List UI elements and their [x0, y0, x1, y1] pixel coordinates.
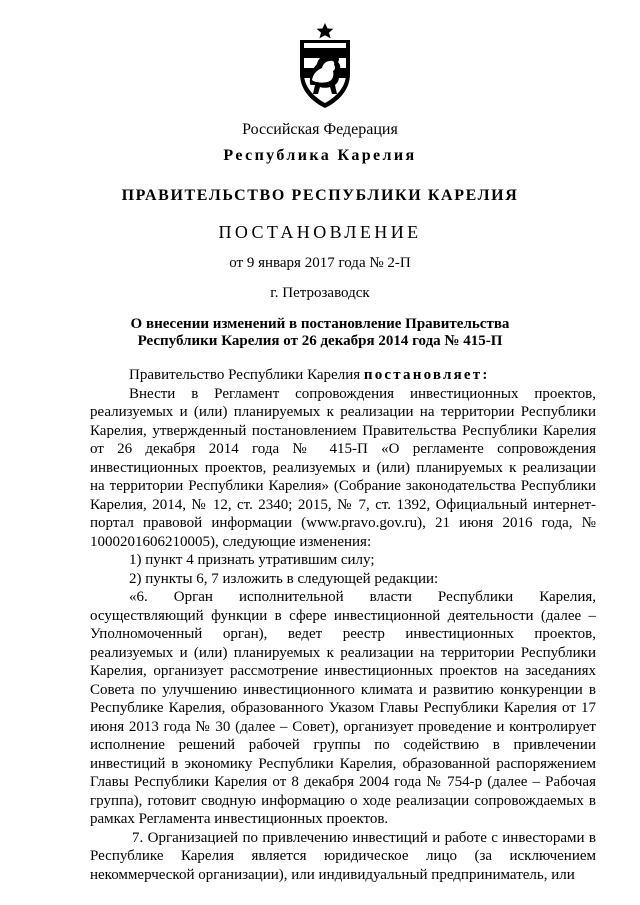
republic-name: Республика Карелия: [223, 147, 417, 164]
document-subject: [0, 316, 640, 350]
intro-prefix: Правительство Республики Карелия: [129, 367, 361, 383]
intro-action: постановляет:: [363, 367, 490, 383]
subject-line-2: Республики Карелия от 26 декабря 2014 года № 415-П: [137, 333, 503, 349]
intro-paragraph: [90, 366, 596, 385]
paragraph-amendments: Внести в Регламент сопровождения инвестиционных проектов, реализуемых и (или) планируемых к реализации на территории Республики Карелия, утвержденный постановлением Правительства Республики Карелия от 26 декабря 2014 года № 415-П «О регламенте сопровождения инвестиционных проектов, реализуемых и (или) планируемых к реализации на территории Республики Карелия» (Собрание законодательства Республики Карелия, 2014, № 12, ст. 2340; 2015, № 7, ст. 1392, Официальный интернет-портал правовой информации (www.pravo.gov.ru), 21 июня 2016 года, № 1000201606210005), следующие изменения:: [90, 385, 596, 550]
document-city: г. Петрозаводск: [270, 285, 370, 301]
list-item-2: 2) пункты 6, 7 изложить в следующей редакции:: [129, 570, 439, 587]
government-name: ПРАВИТЕЛЬСТВО РЕСПУБЛИКИ КАРЕЛИЯ: [121, 187, 519, 204]
document-date-number: от 9 января 2017 года № 2-П: [229, 255, 411, 271]
document-type: ПОСТАНОВЛЕНИЕ: [218, 222, 422, 242]
karelia-coat-of-arms-emblem: [290, 22, 360, 110]
country-name: Российская Федерация: [242, 121, 398, 138]
document-body: [90, 366, 596, 884]
list-item-1: 1) пункт 4 признать утратившим силу;: [129, 552, 375, 568]
clause-6: «6. Орган исполнительной власти Республики Карелия, осуществляющий функции в сфере инвестиционной деятельности (далее – Уполномоченный орган), ведет реестр инвестиционных проектов, реализуемых и (или) планируемых к реализации на территории Республики Карелия, организует рассмотрение инвестиционных проектов на заседаниях Совета по улучшению инвестиционного климата и развитию конкуренции в Республике Карелия, образованного Указом Главы Республики Карелия от 17 июня 2013 года № 30 (далее – Совет), организует проведение и контролирует исполнение решений рабочей группы по содействию в привлечении инвестиций в экономику Республики Карелия, образованной распоряжением Главы Республики Карелия от 8 декабря 2004 года № 754-р (далее – Рабочая группа), готовит сводную информацию о ходе реализации сопровождаемых в рамках Регламента инвестиционных проектов.: [90, 589, 596, 827]
clause-7: 7. Организацией по привлечению инвестиций и работе с инвесторами в Республике Карелия является юридическое лицо (за исключением некоммерческой организации), или индивидуальный предприниматель, или: [90, 829, 596, 883]
subject-line-1: О внесении изменений в постановление Правительства: [130, 316, 510, 332]
